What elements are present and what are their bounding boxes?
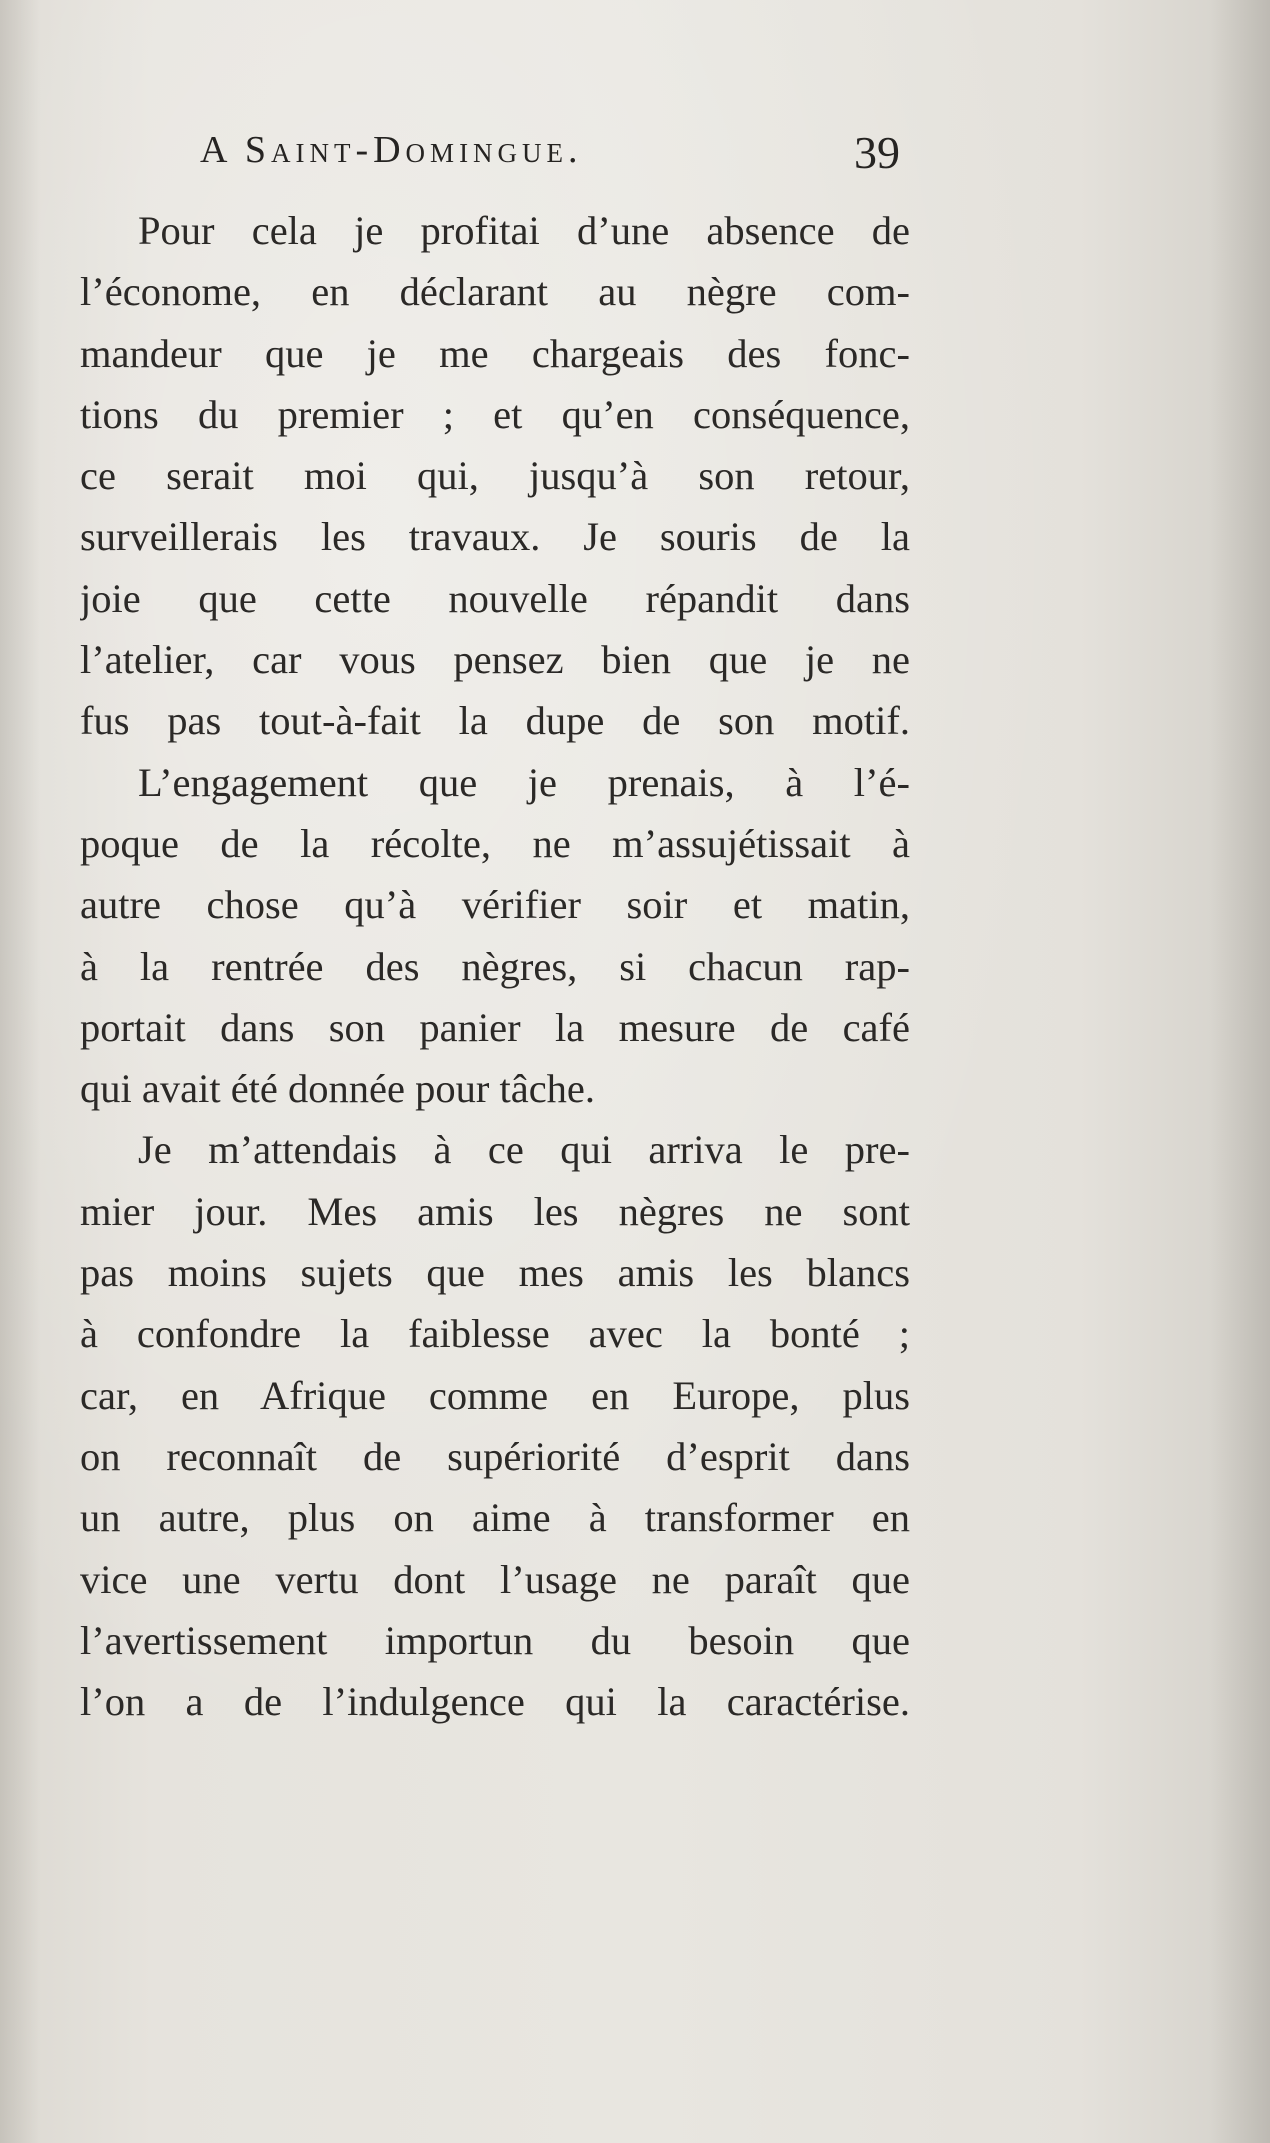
paragraph [80,200,910,752]
text-line: pas moins sujets que mes amis les blancs [80,1250,910,1296]
text-line: tions du premier ; et qu’en conséquence, [80,391,910,437]
text-line: autre chose qu’à vérifier soir et matin, [80,882,910,928]
text-line: ce serait moi qui, jusqu’à son retour, [80,453,910,499]
text-line: mier jour. Mes amis les nègres ne sont [80,1188,910,1234]
text-line: l’atelier, car vous pensez bien que je ne [80,637,910,683]
text-line: car, en Afrique comme en Europe, plus [80,1372,910,1418]
running-head: A Saint-Domingue. [200,129,583,171]
page-header [200,128,900,188]
text-line: qui avait été donnée pour tâche. [80,1066,596,1112]
text-line: vice une vertu dont l’usage ne paraît que [80,1556,910,1602]
page-edge-shadow-left [0,0,40,2143]
text-line: à confondre la faiblesse avec la bonté ; [80,1311,910,1357]
text-line: fus pas tout-à-fait la dupe de son motif. [80,698,910,744]
paragraph [80,1119,910,1732]
page-edge-shadow-right [1210,0,1270,2143]
text-line: portait dans son panier la mesure de café [80,1004,910,1050]
text-line: L’engagement que je prenais, à l’é- [138,759,910,805]
text-line: Pour cela je profitai d’une absence de [138,208,910,253]
text-line: à la rentrée des nègres, si chacun rap- [80,943,910,989]
text-line: joie que cette nouvelle répandit dans [80,575,910,621]
text-line: l’avertissement importun du besoin que [80,1617,910,1663]
text-line: mandeur que je me chargeais des fonc- [80,330,910,376]
page-number: 39 [854,127,900,178]
text-line: poque de la récolte, ne m’assujétissait à [80,820,910,866]
body-text [80,200,910,1732]
text-line: surveillerais les travaux. Je souris de la [80,514,910,560]
text-line: l’on a de l’indulgence qui la caractérise. [80,1679,910,1725]
text-line: l’économe, en déclarant au nègre com- [80,269,910,315]
text-line: Je m’attendais à ce qui arriva le pre- [138,1127,910,1173]
paragraph [80,752,910,1120]
text-line: un autre, plus on aime à transformer en [80,1495,910,1541]
text-line: on reconnaît de supériorité d’esprit dans [80,1433,910,1479]
